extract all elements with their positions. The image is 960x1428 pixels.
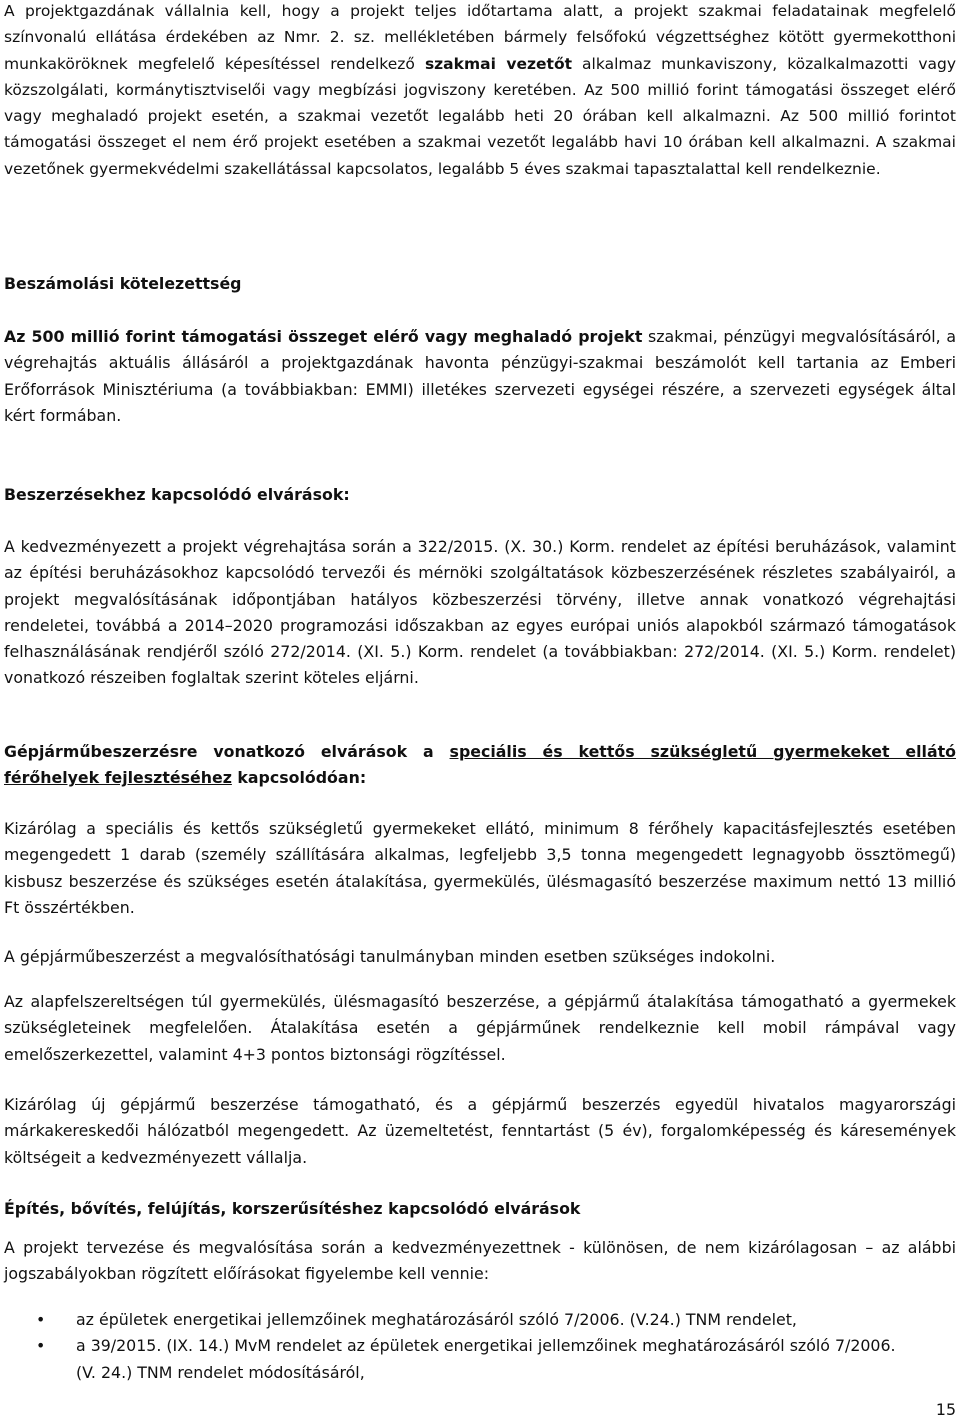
heading-epites: Építés, bővítés, felújítás, korszerűsítéshez kapcsolódó elvárások xyxy=(4,1199,581,1218)
list-item-text: a 39/2015. (IX. 14.) MvM rendelet az épületek energetikai jellemzőinek meghatározásáról szóló 7/2006. (V. 24.) TNM rendelet módosításáról, xyxy=(76,1336,896,1382)
bullet-icon: • xyxy=(36,1310,46,1329)
paragraph-atalakitas: Az alapfelszereltségen túl gyermekülés, ülésmagasító beszerzése, a gépjármű átalakítása támogatható a gyermekek szükségleteinek megfelelően. Átalakítása esetén a gépjárműnek rendelkeznie kell mobil rámpával vagy emelőszerkezettel, valamint 4+3 pontos biztonsági rögzítéssel. xyxy=(4,992,956,1064)
list-item xyxy=(4,1333,956,1386)
paragraph-indoklas: A gépjárműbeszerzést a megvalósíthatósági tanulmányban minden esetben szükséges indokolni. xyxy=(4,947,776,966)
regulation-list xyxy=(4,1307,956,1386)
paragraph-beszamolasi xyxy=(4,324,956,429)
text: A projektgazdának vállalnia kell, hogy a projekt teljes időtartama alatt, a projekt szakmai feladatainak megfelelő színvonalú ellátása érdekében az Nmr. 2. sz. mellékletében bármely felsőfokú végzettséghez kötött gyermekotthoni munkaköröknek megfelelő képesítéssel rendelkező xyxy=(4,2,956,73)
paragraph-uj-gepjarmu: Kizárólag új gépjármű beszerzése támogatható, és a gépjármű beszerzés egyedül hivatalos magyarországi márkakereskedői hálózatból megengedett. Az üzemeltetést, fenntartást (5 év), forgalomképesség és káresemények költségeit a kedvezményezett vállalja. xyxy=(4,1095,956,1167)
text: Gépjárműbeszerzésre vonatkozó elvárások a xyxy=(4,742,450,761)
bold-text: Az 500 millió forint támogatási összeget elérő vagy meghaladó projekt xyxy=(4,327,643,346)
bullet-icon: • xyxy=(36,1336,46,1356)
heading-beszamolasi: Beszámolási kötelezettség xyxy=(4,274,242,293)
heading-gepjarmu xyxy=(4,739,956,792)
paragraph-jogszabalyok: A projekt tervezése és megvalósítása során a kedvezményezettnek - különösen, de nem kizárólagosan – az alábbi jogszabályokban rögzített előírásokat figyelembe kell vennie: xyxy=(4,1238,956,1284)
bold-text: szakmai vezetőt xyxy=(424,54,573,73)
text: alkalmaz munkaviszony, közalkalmazotti vagy közszolgálati, kormánytisztviselői vagy megbízási jogviszony keretében. Az 500 millió forint támogatási összeget elérő vagy meghaladó projekt esetén, a szakmai vezetőt legalább heti 20 órában kell alkalmazni. Az 500 millió forintot támogatási összeget el nem érő projekt esetében a szakmai vezetőt legalább havi 10 órában kell alkalmazni. A szakmai vezetőnek gyermekvédelmi szakellátással kapcsolatos, legalább 5 éves szakmai tapasztalattal kell rendelkeznie. xyxy=(4,54,956,178)
page-number: 15 xyxy=(935,1400,956,1419)
text: kapcsolódóan: xyxy=(231,768,367,788)
paragraph-beszerzesek: A kedvezményezett a projekt végrehajtása során a 322/2015. (X. 30.) Korm. rendelet az építési beruházások, valamint az építési beruházásokhoz kapcsolódó tervezői és mérnöki szolgáltatások közbeszerzésének részletes szabályairól, a projekt megvalósításának időpontjában hatályos közbeszerzési törvény, illetve annak vonatkozó végrehajtási rendeletei, továbbá a 2014–2020 programozási időszakban az egyes európai uniós alapokból származó támogatások felhasználásának rendjéről szóló 272/2014. (XI. 5.) Korm. rendelet (a továbbiakban: 272/2014. (XI. 5.) Korm. rendelet) vonatkozó részeiben foglaltak szerint köteles eljárni. xyxy=(4,537,956,688)
heading-beszerzesek: Beszerzésekhez kapcsolódó elvárások: xyxy=(4,485,350,504)
paragraph-kisbusz: Kizárólag a speciális és kettős szükségletű gyermekeket ellátó, minimum 8 férőhely kapacitásfejlesztés esetében megengedett 1 darab (személy szállítására alkalmas, legfeljebb 3,5 tonna megengedett legnagyobb össztömegű) kisbusz beszerzése és szükséges esetén átalakítása, gyermekülés, ülésmagasító beszerzése maximum nettó 13 millió Ft összértékben. xyxy=(4,819,956,917)
text: szakmai, pénzügyi megvalósításáról, a végrehajtás aktuális állásáról a projektgazdának havonta pénzügyi-szakmai beszámolót kell tartania az Emberi Erőforrások Minisztériuma (a továbbiakban: EMMI) illetékes szervezeti egységei részére, a szervezeti egységek által kért formában. xyxy=(4,327,956,425)
list-item-text: az épületek energetikai jellemzőinek meghatározásáról szóló 7/2006. (V.24.) TNM rendelet, xyxy=(76,1310,797,1329)
paragraph-szakmai-vezeto xyxy=(4,0,956,182)
underlined-text: speciális és kettős szükségletű gyermekeket ellátó férőhelyek fejlesztéséhez xyxy=(4,742,957,788)
list-item xyxy=(4,1307,956,1333)
